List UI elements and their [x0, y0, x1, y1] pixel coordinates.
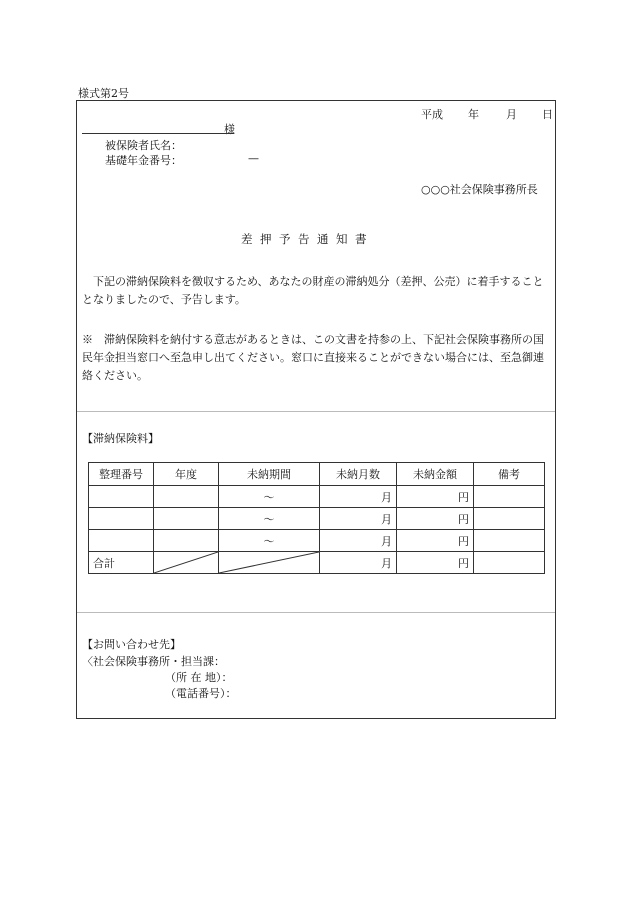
insured-name-label: 被保険者氏名： — [105, 139, 182, 152]
table-header-row — [89, 463, 545, 486]
table-row — [89, 486, 545, 508]
total-remarks — [474, 552, 545, 574]
table-total-row — [89, 552, 545, 574]
date-month: 月 — [506, 108, 517, 121]
header-unpaid-months: 未納月数 — [320, 463, 397, 486]
notice-paragraph-text: 下記の滞納保険料を徴収するため、あなたの財産の滞納処分（差押、公売）に着手することとなりましたので、予告します。 — [82, 275, 544, 306]
cell-period: ～ — [219, 530, 320, 552]
addressee-honorific: 様 — [224, 123, 235, 136]
pension-number-label: 基礎年金番号： — [105, 154, 182, 167]
instruction-paragraph — [82, 331, 552, 385]
cell-remarks — [474, 508, 545, 530]
divider — [77, 612, 555, 613]
cell-months: 月 — [320, 486, 397, 508]
cell-remarks — [474, 530, 545, 552]
cell-months: 月 — [320, 530, 397, 552]
cell-fiscal-year — [154, 486, 219, 508]
header-reference-number: 整理番号 — [89, 463, 154, 486]
divider — [77, 411, 555, 412]
date-year: 年 — [468, 108, 479, 121]
total-months: 月 — [320, 552, 397, 574]
cell-fiscal-year — [154, 508, 219, 530]
contact-office-label: 〈社会保険事務所・担当課： — [82, 655, 225, 668]
table-row — [89, 530, 545, 552]
cell-amount: 円 — [397, 530, 474, 552]
issuer-name: ○○○社会保険事務所長 — [421, 183, 538, 196]
diagonal-slash — [219, 552, 319, 573]
date-day: 日 — [542, 108, 553, 121]
form-number: 様式第2号 — [78, 87, 129, 100]
section-title: 【滞納保険料】 — [82, 432, 159, 445]
pension-number-value: — — [248, 152, 259, 165]
cell-reference-number — [89, 486, 154, 508]
cell-reference-number — [89, 530, 154, 552]
diagonal-slash — [154, 552, 218, 573]
cell-fiscal-year — [154, 530, 219, 552]
total-period-slash — [219, 552, 320, 574]
header-unpaid-period: 未納期間 — [219, 463, 320, 486]
date-era: 平成 — [421, 108, 443, 121]
header-remarks: 備考 — [474, 463, 545, 486]
header-unpaid-amount: 未納金額 — [397, 463, 474, 486]
cell-reference-number — [89, 508, 154, 530]
contact-address-label: （所 在 地）： — [165, 671, 233, 684]
cell-remarks — [474, 486, 545, 508]
cell-amount: 円 — [397, 486, 474, 508]
notice-paragraph — [82, 273, 552, 309]
cell-period: ～ — [219, 486, 320, 508]
instruction-paragraph-text: ※ 滞納保険料を納付する意志があるときは、この文書を持参の上、下記社会保険事務所の国民年金担当窓口へ至急申し出てください。窓口に直接来ることができない場合には、至急御連絡ください。 — [82, 333, 544, 382]
date-line — [421, 106, 553, 122]
table-row — [89, 508, 545, 530]
addressee-underline — [82, 133, 234, 134]
document-title: 差押予告通知書 — [241, 232, 374, 246]
total-label: 合計 — [89, 552, 154, 574]
cell-period: ～ — [219, 508, 320, 530]
arrears-table — [88, 462, 545, 574]
cell-months: 月 — [320, 508, 397, 530]
contact-title: 【お問い合わせ先】 — [82, 638, 181, 651]
header-fiscal-year: 年度 — [154, 463, 219, 486]
contact-phone-label: （電話番号）： — [165, 687, 237, 700]
total-year-slash — [154, 552, 219, 574]
total-amount: 円 — [397, 552, 474, 574]
cell-amount: 円 — [397, 508, 474, 530]
